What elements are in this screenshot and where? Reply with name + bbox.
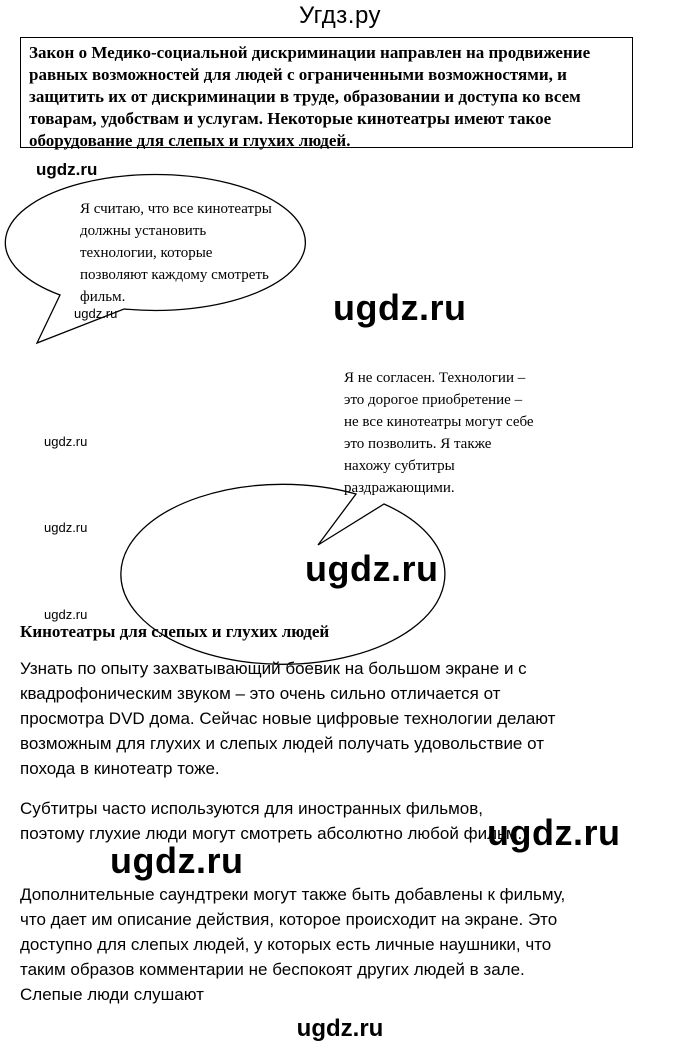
right-bubble-line: это позволить. Я также xyxy=(344,436,492,452)
left-bubble-line: Я считаю, что все кинотеатры xyxy=(80,201,272,217)
right-bubble-line: это дорогое приобретение – xyxy=(344,392,523,408)
left-bubble-line: технологии, которые xyxy=(80,245,213,261)
watermark: ugdz.ru xyxy=(305,548,439,589)
intro-box: Закон о Медико-социальной дискриминации направлен на продвижение равных возможностей для людей с ограниченными возможностями, и защитить их от дискриминации в труде, образовании и доступа ко всем товарам, удобствам и услугам. Некоторые кинотеатры имеют такое оборудование для слепых и глухих людей. xyxy=(20,37,633,148)
right-bubble-line: раздражающими. xyxy=(344,480,455,496)
right-bubble-line: нахожу субтитры xyxy=(344,458,455,474)
watermark: ugdz.ru xyxy=(44,434,88,449)
article-paragraph: Субтитры часто используются для иностранных фильмов, поэтому глухие люди могут смотреть абсолютно любой фильм. xyxy=(20,799,523,843)
watermark: ugdz.ru xyxy=(333,287,467,328)
site-title: Угдз.ру xyxy=(298,2,382,29)
watermark: ugdz.ru xyxy=(74,306,118,321)
left-bubble-line: должны установить xyxy=(80,223,207,239)
left-bubble-line: фильм. xyxy=(80,289,126,305)
left-bubble-line: позволяют каждому смотреть xyxy=(80,267,269,283)
left-bubble-text xyxy=(80,198,272,308)
right-bubble-text xyxy=(344,367,534,499)
footer-watermark: ugdz.ru xyxy=(296,1015,384,1042)
section-heading: Кинотеатры для слепых и глухих людей xyxy=(20,622,330,641)
article-paragraph: Узнать по опыту захватывающий боевик на большом экране и с квадрофоническим звуком – это очень сильно отличается от просмотра DVD дома. Сейчас новые цифровые технологии делают возможным для глухих и слепых людей получать удовольствие от похода в кинотеатр тоже. xyxy=(20,659,556,778)
right-bubble-line: не все кинотеатры могут себе xyxy=(344,414,534,430)
watermark: ugdz.ru xyxy=(44,520,88,535)
watermark: ugdz.ru xyxy=(110,840,244,881)
watermark: ugdz.ru xyxy=(44,607,88,622)
article-paragraph: Дополнительные саундтреки могут также быть добавлены к фильму, что дает им описание действия, которое происходит на экране. Это доступно для слепых людей, у которых есть личные наушники, что таким образов комментарии не беспокоят других людей в зале. Слепые люди слушают xyxy=(20,885,566,1004)
watermark: ugdz.ru xyxy=(36,160,98,179)
right-bubble-line: Я не согласен. Технологии – xyxy=(344,370,526,386)
watermark: ugdz.ru xyxy=(487,812,621,853)
